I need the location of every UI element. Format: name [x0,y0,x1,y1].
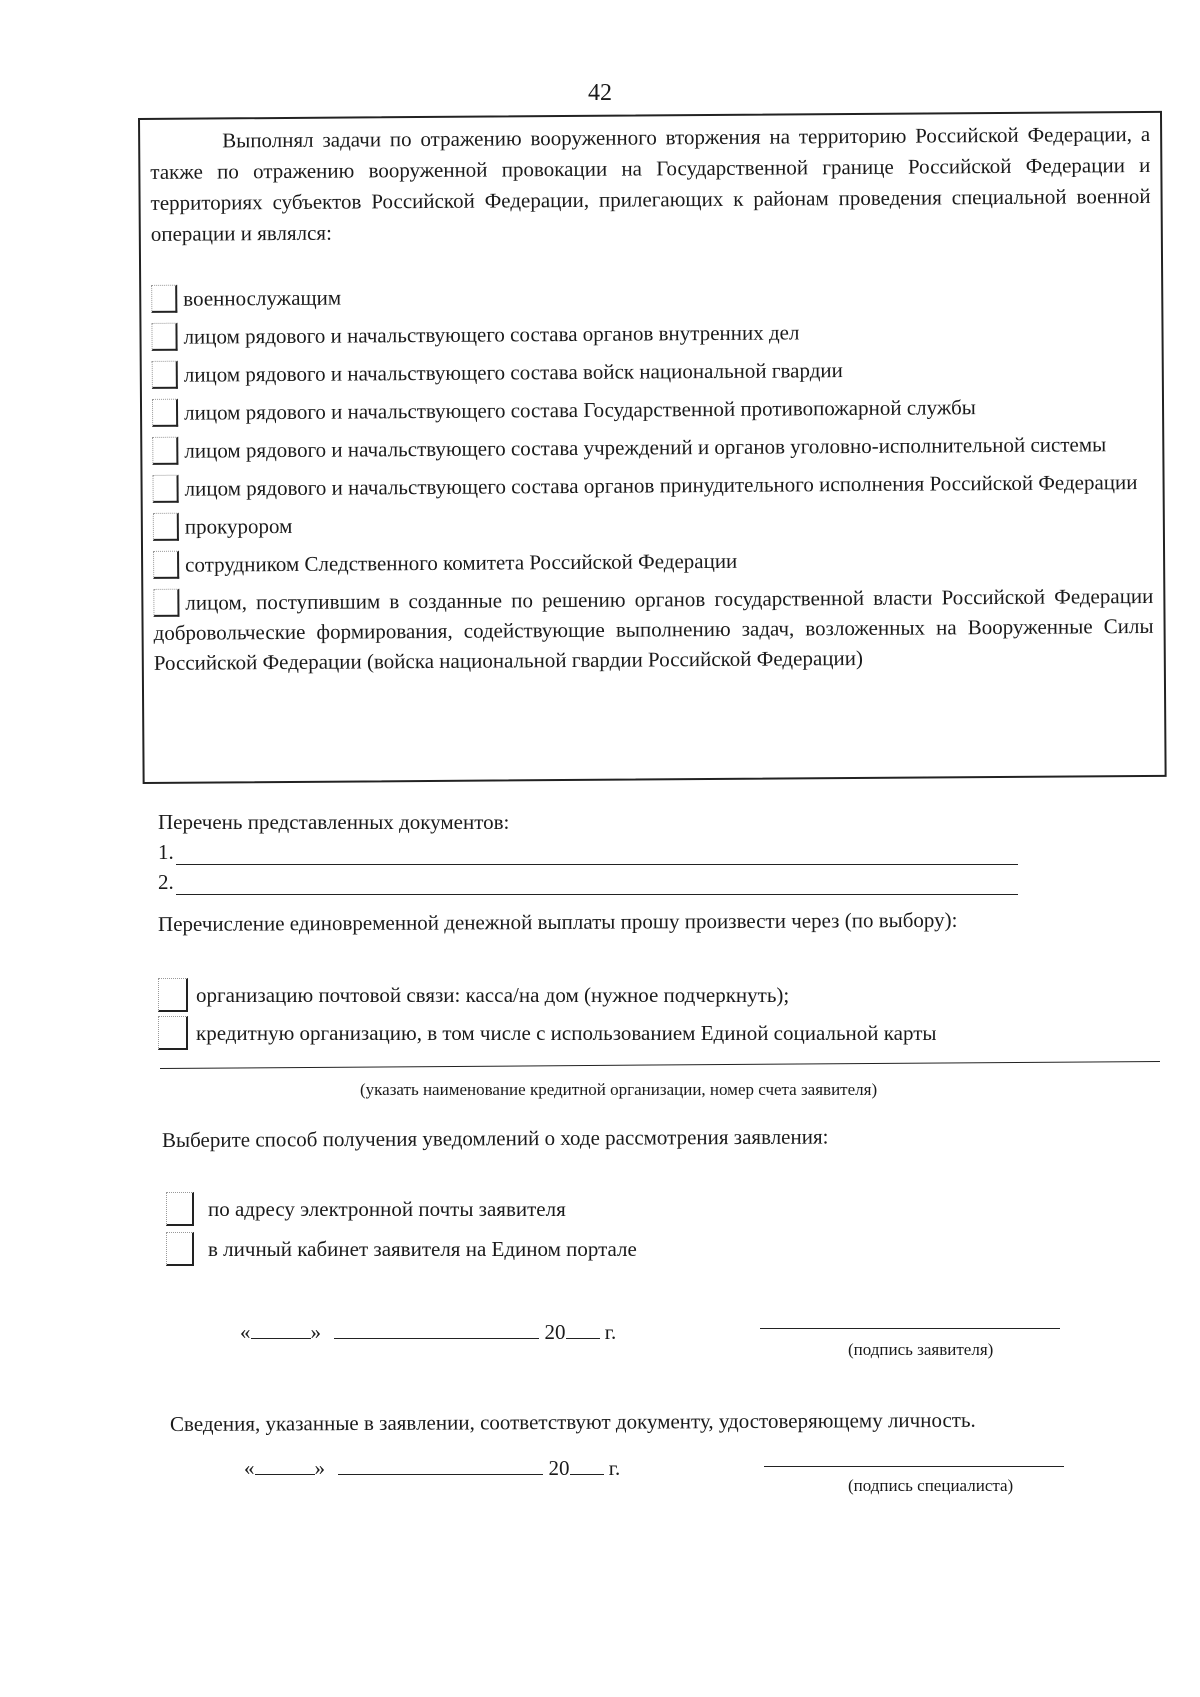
status-option-label: лицом рядового и начальствующего состава органов принудительного исполнения Российской Федерации [184,470,1138,501]
status-intro-text: Выполнял задачи по отражению вооруженного вторжения на территорию Российской Федерации, а также по отражению вооруженной провокации на Государственной границе Российской Федерации и территориях субъектов Российской Федерации, прилегающих к районам проведения специальной военной операции и являлся: [150,121,1151,246]
notification-option-email [166,1192,566,1226]
status-checkbox[interactable] [152,475,178,503]
notification-title: Выберите способ получения уведомлений о ходе рассмотрения заявления: [161,1124,829,1152]
payment-option-label: кредитную организацию, в том числе с использованием Единой социальной карты [196,1020,937,1045]
day-open-quote: « [244,1456,255,1480]
status-option-label: лицом рядового и начальствующего состава войск национальной гвардии [183,358,843,387]
day-close-quote: » [310,1320,321,1344]
status-option [151,277,1151,314]
month-blank[interactable] [338,1454,543,1475]
year-blank[interactable] [566,1318,600,1339]
specialist-signature-hint: (подпись специалиста) [848,1476,1014,1495]
month-blank[interactable] [334,1318,539,1339]
payment-option-bank [158,1016,937,1050]
status-option [152,353,1152,390]
day-close-quote: » [314,1456,325,1480]
status-option-label: лицом рядового и начальствующего состава Государственной противопожарной службы [183,395,976,425]
status-checkbox[interactable] [151,323,177,351]
payment-option-post [158,978,789,1012]
notification-checkbox[interactable] [166,1192,194,1226]
day-blank[interactable] [251,1318,311,1339]
applicant-signature-hint: (подпись заявителя) [848,1340,994,1359]
applicant-date-row [240,1318,616,1345]
status-option [152,429,1152,466]
status-section-box [138,111,1167,784]
status-option-label: лицом, поступившим в созданные по решению органов государственной власти Российской Федерации добровольческие формирования, содействующие выполнению задач, возложенных на Вооруженные Силы Российской Федерации (войска национальной гвардии Российской Федерации) [153,583,1154,675]
payment-title: Перечисление единовременной денежной выплаты прошу произвести через (по выбору): [157,907,958,936]
page-number: 42 [588,80,612,106]
status-option [151,315,1151,352]
status-checkbox[interactable] [152,437,178,465]
year-blank[interactable] [570,1454,604,1475]
document-blank-line[interactable] [176,874,1018,895]
specialist-date-row [244,1454,620,1481]
document-entry[interactable] [158,835,1018,865]
status-checkbox[interactable] [151,285,177,313]
document-blank-line[interactable] [176,844,1018,865]
document-entry[interactable] [158,865,1018,895]
status-checkbox[interactable] [152,399,178,427]
status-option [152,467,1152,504]
status-option-label: прокурором [184,513,293,539]
notification-checkbox[interactable] [166,1232,194,1266]
specialist-signature-line[interactable] [764,1466,1064,1467]
status-option-label: лицом рядового и начальствующего состава органов внутренних дел [183,320,800,349]
payment-option-label: организацию почтовой связи: касса/на дом (нужное подчеркнуть); [196,982,790,1007]
status-checkbox[interactable] [153,513,179,541]
status-option [153,543,1153,580]
payment-checkbox[interactable] [158,978,188,1012]
day-blank[interactable] [255,1454,315,1475]
status-option [153,505,1153,542]
applicant-signature-line[interactable] [760,1328,1060,1329]
status-option [152,391,1152,428]
document-number: 1. [158,840,174,864]
document-number: 2. [158,870,174,894]
documents-title: Перечень представленных документов: [158,810,510,834]
status-option-label: сотрудником Следственного комитета Российской Федерации [185,548,738,577]
bank-details-line[interactable] [160,1061,1160,1069]
status-checkbox[interactable] [152,361,178,389]
verification-text: Сведения, указанные в заявлении, соответствуют документу, удостоверяющему личность. [169,1407,976,1436]
payment-checkbox[interactable] [158,1016,188,1050]
day-open-quote: « [240,1320,251,1344]
status-option-label: военнослужащим [183,285,342,311]
notification-option-label: по адресу электронной почты заявителя [208,1196,566,1221]
year-prefix: 20 [544,1320,566,1344]
status-option-label: лицом рядового и начальствующего состава учреждений и органов уголовно-исполнительной системы [184,432,1107,463]
documents-section [158,810,1018,895]
bank-details-hint: (указать наименование кредитной организации, номер счета заявителя) [360,1080,878,1099]
year-prefix: 20 [548,1456,570,1480]
status-checkbox[interactable] [153,551,179,579]
status-option [153,581,1154,678]
status-options-list [151,277,1154,678]
year-suffix: г. [608,1456,621,1480]
status-checkbox[interactable] [153,589,179,617]
year-suffix: г. [604,1320,617,1344]
notification-option-label: в личный кабинет заявителя на Едином портале [208,1236,637,1261]
notification-option-portal [166,1232,637,1266]
